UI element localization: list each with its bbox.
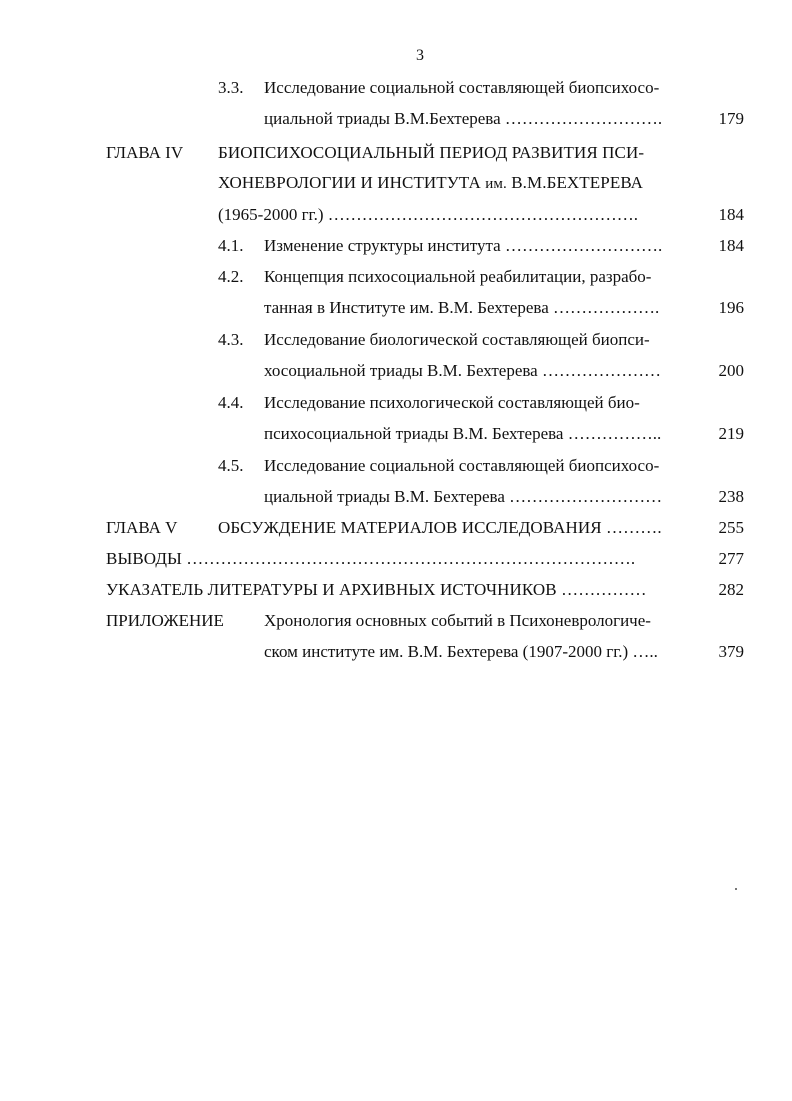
section-title-line1: Концепция психосоциальной реабилитации, разрабо- (264, 267, 652, 286)
appendix-label: ПРИЛОЖЕНИЕ (106, 611, 224, 630)
section-number: 4.1. (218, 236, 244, 255)
chapter-title-line2-part2: им. (485, 176, 507, 192)
section-title-line2: хосоциальной триады В.М. Бехтерева ………………… (264, 361, 661, 380)
section-number: 4.5. (218, 456, 244, 475)
scan-speck (735, 888, 737, 890)
section-title-line1: Исследование биологической составляющей биопси- (264, 330, 650, 349)
page-ref: 282 (718, 580, 744, 599)
chapter-title-line2 (218, 173, 643, 193)
page-ref: 379 (718, 642, 744, 661)
chapter-title-line1: ОБСУЖДЕНИЕ МАТЕРИАЛОВ ИССЛЕДОВАНИЯ ………. (218, 518, 662, 537)
page-ref: 179 (718, 109, 744, 128)
section-title-line2: циальной триады В.М. Бехтерева ……………………… (264, 487, 663, 506)
page-ref: 238 (718, 487, 744, 506)
page-ref: 219 (718, 424, 744, 443)
section-number: 4.4. (218, 393, 244, 412)
section-number: 3.3. (218, 78, 244, 97)
section-title-line1: Изменение структуры института ………………………. (264, 236, 663, 255)
page-ref: 255 (718, 518, 744, 537)
conclusions-title: ВЫВОДЫ ……………………………………………………………………. (106, 549, 636, 568)
section-title-line2: циальной триады В.М.Бехтерева ………………………. (264, 109, 663, 128)
appendix-title-line2: ском институте им. В.М. Бехтерева (1907-2000 гг.) ….. (264, 642, 658, 661)
section-title-line1: Исследование социальной составляющей биопсихосо- (264, 456, 660, 475)
chapter-title-line2-part3: В.М.БЕХТЕРЕВА (511, 173, 644, 192)
chapter-title-line2-part1: ХОНЕВРОЛОГИИ И ИНСТИТУТА (218, 173, 481, 192)
chapter-title-line3: (1965-2000 гг.) ………………………………………………. (218, 205, 639, 224)
page-number: 3 (416, 47, 424, 64)
chapter-title-line1: БИОПСИХОСОЦИАЛЬНЫЙ ПЕРИОД РАЗВИТИЯ ПСИ- (218, 143, 645, 162)
page-ref: 184 (718, 205, 744, 224)
appendix-title-line1: Хронология основных событий в Психоневрологиче- (264, 611, 651, 630)
chapter-label: ГЛАВА IV (106, 143, 184, 162)
page-ref: 277 (718, 549, 744, 568)
section-title-line2: танная в Институте им. В.М. Бехтерева ………………. (264, 298, 660, 317)
section-number: 4.3. (218, 330, 244, 349)
page-ref: 196 (718, 298, 744, 317)
chapter-label: ГЛАВА V (106, 518, 178, 537)
section-title-line1: Исследование социальной составляющей биопсихосо- (264, 78, 660, 97)
section-number: 4.2. (218, 267, 244, 286)
section-title-line1: Исследование психологической составляющей био- (264, 393, 640, 412)
page-ref: 184 (718, 236, 744, 255)
page-ref: 200 (718, 361, 744, 380)
section-title-line2: психосоциальной триады В.М. Бехтерева …………….. (264, 424, 662, 443)
bibliography-title: УКАЗАТЕЛЬ ЛИТЕРАТУРЫ И АРХИВНЫХ ИСТОЧНИКОВ …………… (106, 580, 647, 599)
